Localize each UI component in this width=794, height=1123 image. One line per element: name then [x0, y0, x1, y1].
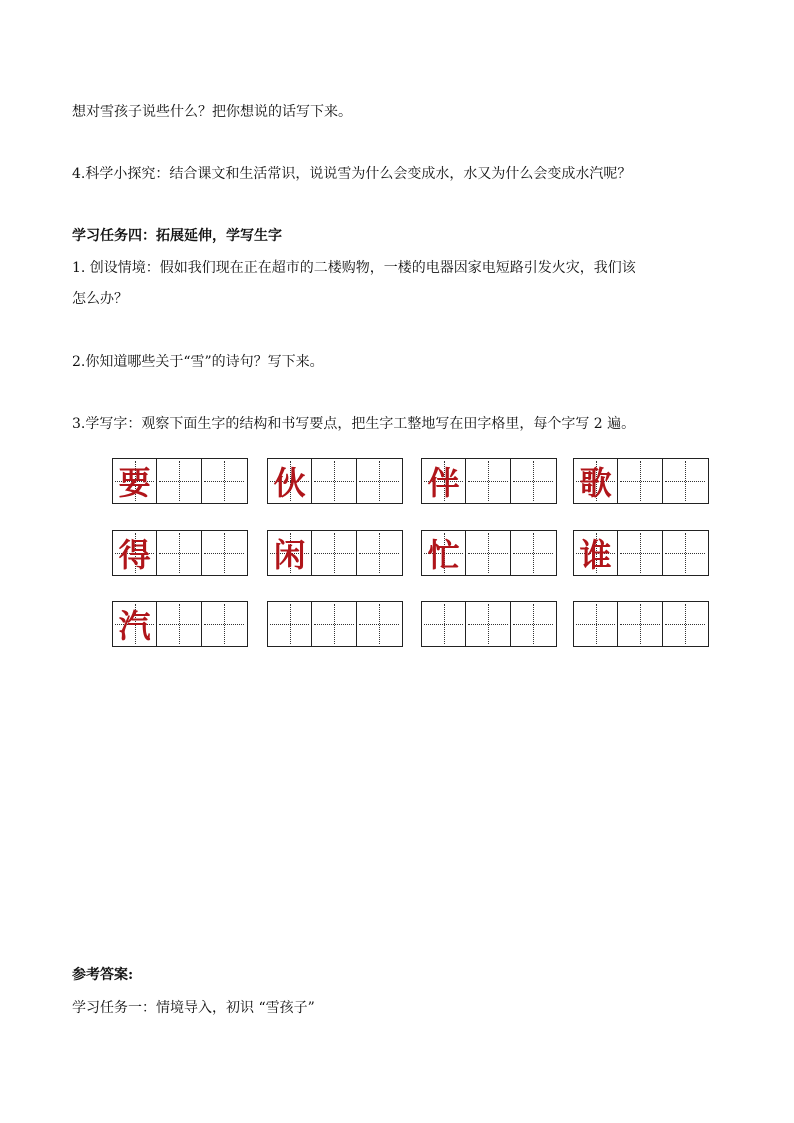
- question-write-characters: 3.学写字：观察下面生字的结构和书写要点，把生字工整地写在田字格里，每个字写 2 遍。: [72, 416, 636, 432]
- grid-cell: [422, 459, 466, 503]
- model-character: 得: [118, 536, 151, 574]
- model-character: 伴: [427, 464, 460, 502]
- grid-cell: [511, 602, 555, 646]
- grid-cell: [202, 459, 246, 503]
- grid-cell: [357, 459, 401, 503]
- character-grid-group: [573, 601, 709, 647]
- character-grid-group: [112, 458, 248, 504]
- grid-cell: [157, 531, 201, 575]
- grid-cell: [663, 531, 707, 575]
- character-grid-group: [573, 530, 709, 576]
- grid-cell: [157, 459, 201, 503]
- grid-cell: [663, 459, 707, 503]
- answer-task1-heading: 学习任务一：情境导入，初识 “雪孩子”: [72, 1000, 315, 1016]
- grid-cell: [113, 459, 157, 503]
- model-character: 歌: [579, 464, 612, 502]
- grid-cell: [511, 459, 555, 503]
- grid-cell: [422, 531, 466, 575]
- model-character: 伙: [273, 464, 306, 502]
- grid-cell: [357, 531, 401, 575]
- character-grid-group: [421, 458, 557, 504]
- grid-cell: [202, 531, 246, 575]
- grid-cell: [574, 602, 618, 646]
- answer-heading: 参考答案:: [72, 967, 134, 983]
- task4-heading: 学习任务四：拓展延伸，学写生字: [72, 228, 282, 244]
- grid-cell: [618, 602, 662, 646]
- model-character: 忙: [427, 536, 460, 574]
- grid-cell: [618, 459, 662, 503]
- grid-cell: [268, 459, 312, 503]
- question-write-to-snow-child: 想对雪孩子说些什么？把你想说的话写下来。: [72, 104, 352, 120]
- character-grid-group: [421, 601, 557, 647]
- model-character: 汽: [118, 607, 151, 645]
- grid-cell: [157, 602, 201, 646]
- grid-cell: [422, 602, 466, 646]
- model-character: 要: [118, 464, 151, 502]
- grid-cell: [574, 531, 618, 575]
- model-character: 谁: [579, 536, 612, 574]
- grid-cell: [511, 531, 555, 575]
- grid-cell: [113, 531, 157, 575]
- character-grid-group: [573, 458, 709, 504]
- grid-cell: [312, 531, 356, 575]
- grid-cell: [312, 602, 356, 646]
- grid-cell: [312, 459, 356, 503]
- character-grid-group: [267, 458, 403, 504]
- grid-cell: [466, 459, 510, 503]
- character-grid-group: [267, 601, 403, 647]
- character-grid-group: [112, 601, 248, 647]
- grid-cell: [574, 459, 618, 503]
- grid-cell: [663, 602, 707, 646]
- grid-cell: [466, 531, 510, 575]
- model-character: 闲: [273, 536, 306, 574]
- grid-cell: [618, 531, 662, 575]
- grid-cell: [268, 531, 312, 575]
- character-grid-group: [112, 530, 248, 576]
- question-scenario-line2: 怎么办？: [72, 291, 128, 307]
- grid-cell: [113, 602, 157, 646]
- grid-cell: [466, 602, 510, 646]
- question-scenario-line1: 1. 创设情境：假如我们现在正在超市的二楼购物，一楼的电器因家电短路引发火灾，我们该: [72, 260, 636, 276]
- character-grid-group: [267, 530, 403, 576]
- grid-cell: [202, 602, 246, 646]
- question-science-explore: 4.科学小探究：结合课文和生活常识，说说雪为什么会变成水，水又为什么会变成水汽呢？: [72, 166, 632, 182]
- character-grid-group: [421, 530, 557, 576]
- grid-cell: [268, 602, 312, 646]
- question-snow-poems: 2.你知道哪些关于“雪”的诗句？写下来。: [72, 354, 324, 370]
- grid-cell: [357, 602, 401, 646]
